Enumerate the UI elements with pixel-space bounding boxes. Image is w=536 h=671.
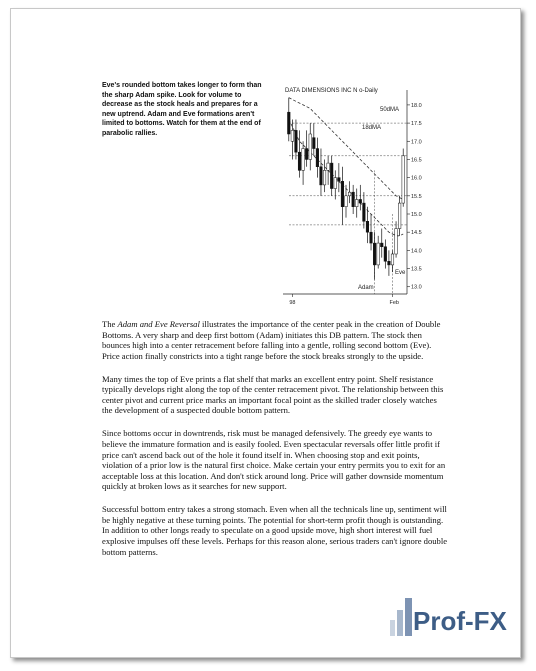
document-page: [10, 8, 521, 658]
chart-title: DATA DIMENSIONS INC N o-Daily: [285, 88, 378, 94]
candle-body: [345, 196, 348, 207]
candle-body: [398, 203, 401, 228]
x-tick-label: Feb: [389, 300, 399, 306]
y-tick-label: 17.0: [411, 139, 422, 146]
y-tick-label: 15.0: [411, 212, 422, 218]
y-tick-label: 13.0: [411, 284, 422, 291]
candle-body: [291, 130, 294, 141]
eve-label: Eve: [395, 270, 406, 276]
candle-body: [334, 178, 337, 189]
candle-body: [330, 163, 333, 188]
candle-body: [388, 261, 391, 265]
candle-body: [295, 130, 298, 152]
adam-label: Adam: [358, 285, 374, 291]
ma50-label: 50dMA: [380, 107, 400, 113]
candle-body: [402, 156, 405, 203]
candle-body: [366, 221, 369, 232]
candle-body: [363, 203, 366, 221]
candle-body: [377, 243, 380, 265]
y-tick-label: 13.5: [411, 266, 422, 273]
y-tick-label: 14.0: [411, 248, 422, 255]
stock-chart: [279, 82, 424, 307]
paragraph-3: Since bottoms occur in downtrends, risk must be managed defensively. The greedy eye wants to believe the immature formation and is easily fooled. Even spectacular reversals offer little profit if price can't ascend back out of the hole it found itself in. When choosing stop and exit points, violation of a prior low is the natural first choice. Make certain your entry permits you to exit for an acceptable loss at this location. And don't stick around long. Price will gather downside momentum quickly at broken lows as it searches for new support.: [102, 428, 446, 492]
ma18-label: 18dMA: [362, 125, 382, 131]
y-tick-label: 14.5: [411, 230, 422, 237]
candle-body: [352, 192, 355, 207]
y-tick-label: 17.5: [411, 121, 422, 128]
logo-text: Prof-FX: [413, 606, 507, 636]
p1-lead: The: [102, 319, 118, 329]
candle: [402, 149, 405, 207]
candle-body: [298, 152, 301, 170]
candle-body: [323, 170, 326, 185]
candle-body: [355, 199, 358, 206]
prof-fx-logo: [389, 592, 515, 644]
candle-body: [320, 167, 323, 185]
y-tick-label: 15.5: [411, 193, 422, 200]
candle-body: [391, 254, 394, 265]
figure-caption: Eve's rounded bottom takes longer to form than the sharp Adam spike. Look for volume to decrease as the stock heals and prepares for a new uptrend. Adam and Eve formations aren't limited to bottoms. Watch for them at the end of parabolic rallies.: [102, 82, 262, 137]
body-text: [102, 319, 448, 569]
p1-rest: illustrates the importance of the center peak in the creation of Double Bottoms. A very sharp and deep first bottom (Adam) initiates this DB pattern. The stock then bounces high into a center retracement before falling into a gentle, rolling second bottom (Eve). Price action finally constricts into a tight range before the stock breaks strongly to the upside.: [102, 319, 441, 361]
candle-body: [359, 199, 362, 203]
candle-body: [313, 138, 316, 149]
candle-body: [287, 112, 290, 134]
y-tick-label: 16.0: [411, 175, 422, 182]
candle-body: [316, 149, 319, 167]
candle-body: [305, 149, 308, 160]
candle-body: [380, 243, 383, 247]
candle-body: [373, 243, 376, 265]
paragraph-2: Many times the top of Eve prints a flat shelf that marks an excellent entry point. Shelf resistance typically develops right along the top of the center retracement pivot. The relationship between this center pivot and current price marks an important focal point as the skilled trader closely watches the development of a suspected double bottom pattern.: [102, 373, 444, 416]
candle-body: [384, 247, 387, 262]
candle-body: [348, 192, 351, 196]
p1-italic-term: Adam and Eve Reversal: [117, 319, 200, 329]
candle-body: [309, 134, 312, 159]
paragraph-1: [102, 319, 448, 361]
candle-body: [302, 149, 305, 171]
candle-body: [395, 229, 398, 254]
y-tick-label: 18.0: [411, 102, 422, 109]
candle-body: [338, 178, 341, 182]
paragraph-4: Successful bottom entry takes a strong stomach. Even when all the technicals line up, sentiment will be highly negative at these turning points. The potential for short-term profit though is outstanding. In addition to other longs ready to speculate on a good upside move, high short interest will fuel explosive impulses off these levels. Perhaps for this reason alone, serious traders can't ignore double bottom patterns.: [102, 504, 448, 557]
candle-body: [341, 181, 344, 206]
y-tick-label: 16.5: [411, 157, 422, 164]
candle-body: [370, 232, 373, 243]
x-tick-label: 98: [289, 300, 296, 306]
candle-body: [327, 163, 330, 170]
